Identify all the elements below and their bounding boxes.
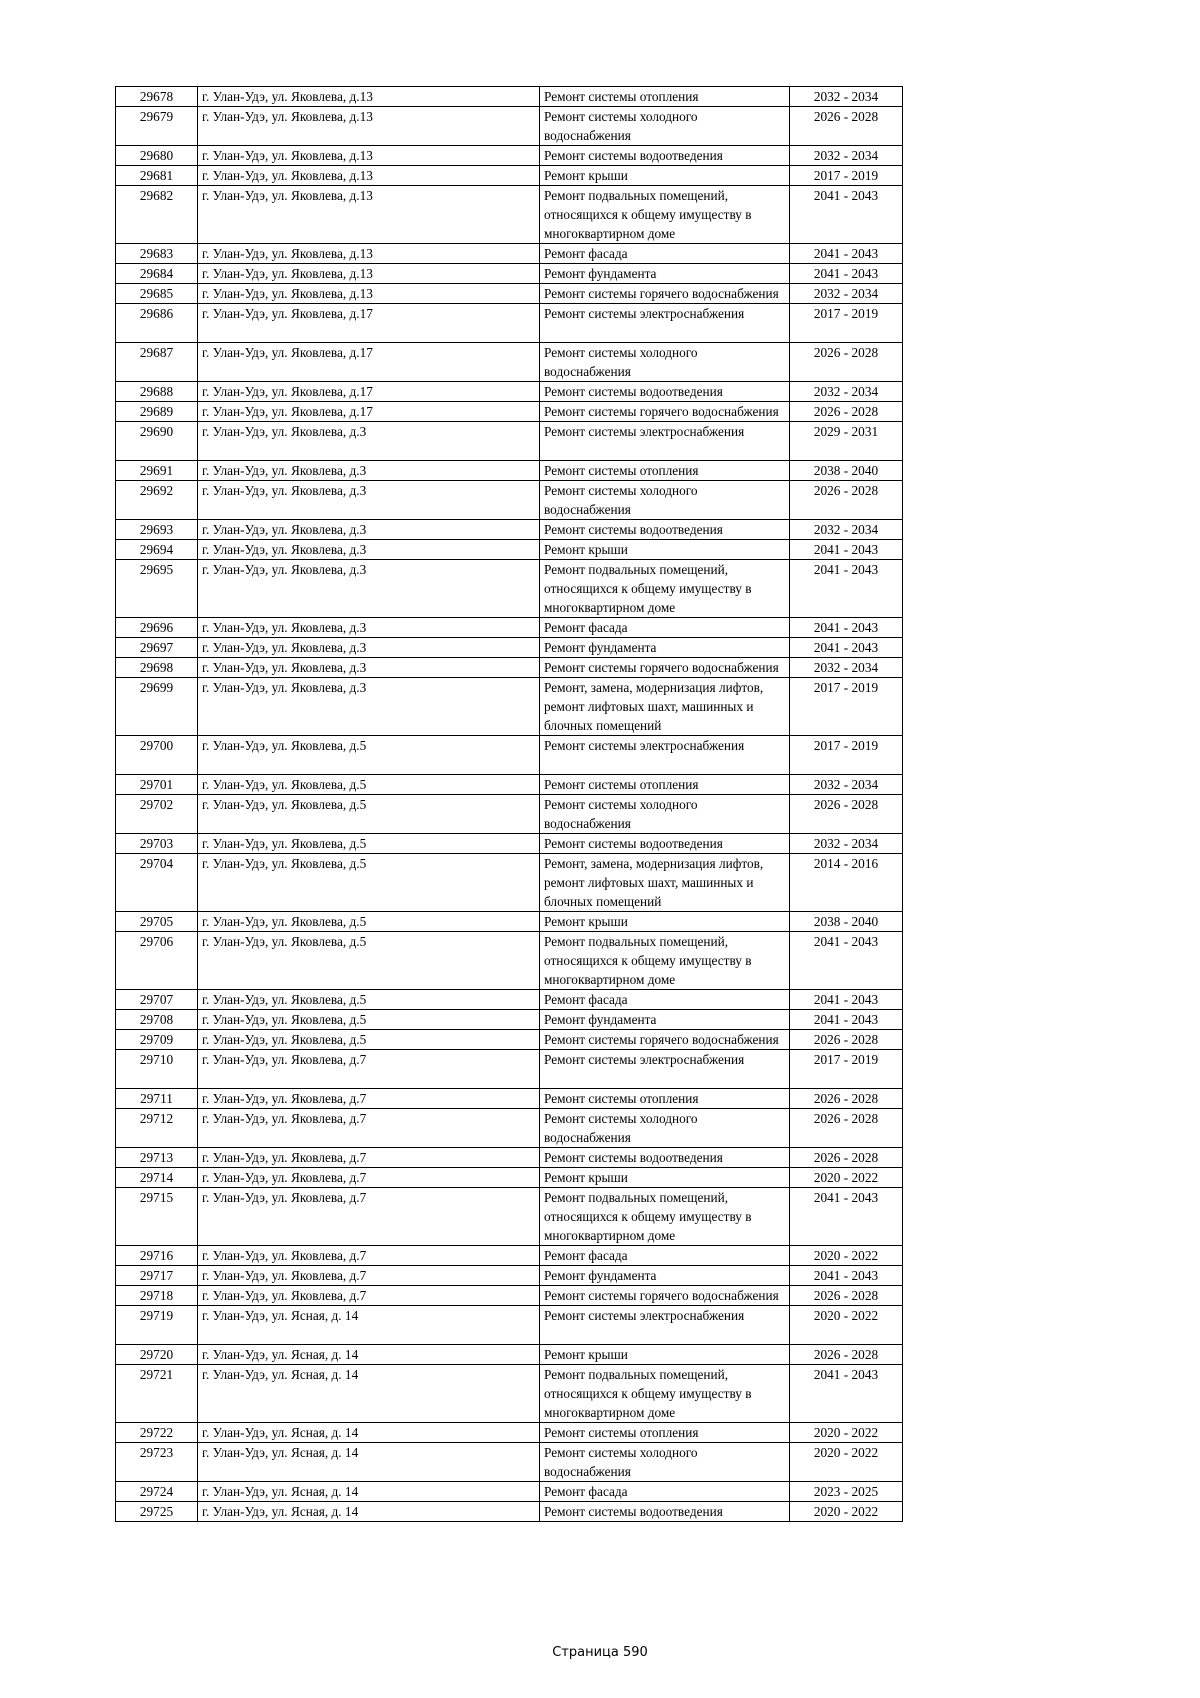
row-number-cell: 29693 [116, 520, 198, 540]
period-cell: 2026 - 2028 [790, 1286, 903, 1306]
table-row [116, 382, 903, 402]
table-body [116, 87, 903, 1522]
period-cell: 2032 - 2034 [790, 658, 903, 678]
period-cell: 2032 - 2034 [790, 775, 903, 795]
table-row [116, 1266, 903, 1286]
row-number-cell: 29709 [116, 1030, 198, 1050]
address-cell: г. Улан-Удэ, ул. Яковлева, д.13 [198, 284, 540, 304]
table-row [116, 540, 903, 560]
table-row [116, 107, 903, 146]
table-row [116, 166, 903, 186]
period-cell: 2014 - 2016 [790, 854, 903, 912]
address-cell: г. Улан-Удэ, ул. Яковлева, д.3 [198, 540, 540, 560]
row-number-cell: 29684 [116, 264, 198, 284]
address-cell: г. Улан-Удэ, ул. Ясная, д. 14 [198, 1345, 540, 1365]
address-cell: г. Улан-Удэ, ул. Ясная, д. 14 [198, 1502, 540, 1522]
work-type-cell: Ремонт системы холодного водоснабжения [540, 343, 790, 382]
work-type-cell: Ремонт системы отопления [540, 1089, 790, 1109]
table-row [116, 736, 903, 775]
work-type-cell: Ремонт системы водоотведения [540, 146, 790, 166]
period-cell: 2020 - 2022 [790, 1502, 903, 1522]
work-type-cell: Ремонт системы электроснабжения [540, 1050, 790, 1089]
row-number-cell: 29690 [116, 422, 198, 461]
address-cell: г. Улан-Удэ, ул. Яковлева, д.17 [198, 304, 540, 343]
work-type-cell: Ремонт фундамента [540, 1266, 790, 1286]
table-row [116, 1109, 903, 1148]
address-cell: г. Улан-Удэ, ул. Яковлева, д.3 [198, 618, 540, 638]
work-type-cell: Ремонт системы отопления [540, 87, 790, 107]
table-row [116, 1168, 903, 1188]
table-row [116, 560, 903, 618]
work-type-cell: Ремонт системы отопления [540, 775, 790, 795]
work-type-cell: Ремонт системы холодного водоснабжения [540, 1443, 790, 1482]
table-row [116, 1030, 903, 1050]
work-type-cell: Ремонт системы холодного водоснабжения [540, 795, 790, 834]
table-row [116, 284, 903, 304]
period-cell: 2032 - 2034 [790, 146, 903, 166]
work-type-cell: Ремонт, замена, модернизация лифтов, ремонт лифтовых шахт, машинных и блочных помещений [540, 854, 790, 912]
address-cell: г. Улан-Удэ, ул. Яковлева, д.13 [198, 244, 540, 264]
row-number-cell: 29678 [116, 87, 198, 107]
table-row [116, 618, 903, 638]
address-cell: г. Улан-Удэ, ул. Яковлева, д.7 [198, 1089, 540, 1109]
table-row [116, 1365, 903, 1423]
period-cell: 2026 - 2028 [790, 1109, 903, 1148]
table-row [116, 912, 903, 932]
period-cell: 2026 - 2028 [790, 1089, 903, 1109]
table-row [116, 146, 903, 166]
row-number-cell: 29702 [116, 795, 198, 834]
period-cell: 2026 - 2028 [790, 343, 903, 382]
table-row [116, 87, 903, 107]
work-type-cell: Ремонт подвальных помещений, относящихся к общему имуществу в многоквартирном доме [540, 1188, 790, 1246]
period-cell: 2020 - 2022 [790, 1168, 903, 1188]
table-row [116, 1089, 903, 1109]
address-cell: г. Улан-Удэ, ул. Яковлева, д.17 [198, 382, 540, 402]
row-number-cell: 29701 [116, 775, 198, 795]
period-cell: 2032 - 2034 [790, 382, 903, 402]
row-number-cell: 29720 [116, 1345, 198, 1365]
row-number-cell: 29724 [116, 1482, 198, 1502]
work-type-cell: Ремонт крыши [540, 1345, 790, 1365]
address-cell: г. Улан-Удэ, ул. Яковлева, д.5 [198, 854, 540, 912]
address-cell: г. Улан-Удэ, ул. Яковлева, д.3 [198, 678, 540, 736]
work-type-cell: Ремонт фундамента [540, 1010, 790, 1030]
row-number-cell: 29698 [116, 658, 198, 678]
table-row [116, 932, 903, 990]
table-row [116, 1482, 903, 1502]
work-type-cell: Ремонт системы горячего водоснабжения [540, 658, 790, 678]
address-cell: г. Улан-Удэ, ул. Яковлева, д.5 [198, 1030, 540, 1050]
table-row [116, 1423, 903, 1443]
address-cell: г. Улан-Удэ, ул. Яковлева, д.3 [198, 422, 540, 461]
work-type-cell: Ремонт крыши [540, 166, 790, 186]
address-cell: г. Улан-Удэ, ул. Яковлева, д.3 [198, 520, 540, 540]
table-row [116, 1443, 903, 1482]
work-type-cell: Ремонт системы электроснабжения [540, 304, 790, 343]
address-cell: г. Улан-Удэ, ул. Яковлева, д.13 [198, 107, 540, 146]
row-number-cell: 29700 [116, 736, 198, 775]
address-cell: г. Улан-Удэ, ул. Яковлева, д.3 [198, 560, 540, 618]
work-type-cell: Ремонт подвальных помещений, относящихся к общему имуществу в многоквартирном доме [540, 1365, 790, 1423]
table-row [116, 678, 903, 736]
work-type-cell: Ремонт системы водоотведения [540, 1148, 790, 1168]
period-cell: 2020 - 2022 [790, 1443, 903, 1482]
work-type-cell: Ремонт системы горячего водоснабжения [540, 1286, 790, 1306]
row-number-cell: 29706 [116, 932, 198, 990]
table-row [116, 1246, 903, 1266]
work-type-cell: Ремонт системы водоотведения [540, 520, 790, 540]
period-cell: 2017 - 2019 [790, 166, 903, 186]
address-cell: г. Улан-Удэ, ул. Яковлева, д.5 [198, 775, 540, 795]
row-number-cell: 29694 [116, 540, 198, 560]
period-cell: 2017 - 2019 [790, 1050, 903, 1089]
row-number-cell: 29714 [116, 1168, 198, 1188]
work-type-cell: Ремонт фасада [540, 990, 790, 1010]
address-cell: г. Улан-Удэ, ул. Яковлева, д.13 [198, 166, 540, 186]
table-row [116, 1050, 903, 1089]
work-type-cell: Ремонт системы электроснабжения [540, 422, 790, 461]
work-type-cell: Ремонт системы холодного водоснабжения [540, 481, 790, 520]
period-cell: 2026 - 2028 [790, 481, 903, 520]
work-type-cell: Ремонт подвальных помещений, относящихся к общему имуществу в многоквартирном доме [540, 932, 790, 990]
work-type-cell: Ремонт системы горячего водоснабжения [540, 1030, 790, 1050]
period-cell: 2020 - 2022 [790, 1306, 903, 1345]
row-number-cell: 29681 [116, 166, 198, 186]
address-cell: г. Улан-Удэ, ул. Яковлева, д.7 [198, 1109, 540, 1148]
period-cell: 2041 - 2043 [790, 638, 903, 658]
period-cell: 2017 - 2019 [790, 304, 903, 343]
address-cell: г. Улан-Удэ, ул. Яковлева, д.13 [198, 146, 540, 166]
address-cell: г. Улан-Удэ, ул. Яковлева, д.5 [198, 795, 540, 834]
row-number-cell: 29715 [116, 1188, 198, 1246]
row-number-cell: 29710 [116, 1050, 198, 1089]
row-number-cell: 29696 [116, 618, 198, 638]
table-row [116, 481, 903, 520]
row-number-cell: 29711 [116, 1089, 198, 1109]
address-cell: г. Улан-Удэ, ул. Ясная, д. 14 [198, 1423, 540, 1443]
row-number-cell: 29713 [116, 1148, 198, 1168]
address-cell: г. Улан-Удэ, ул. Яковлева, д.7 [198, 1148, 540, 1168]
table-row [116, 1010, 903, 1030]
work-type-cell: Ремонт фасада [540, 244, 790, 264]
work-type-cell: Ремонт, замена, модернизация лифтов, ремонт лифтовых шахт, машинных и блочных помещений [540, 678, 790, 736]
row-number-cell: 29691 [116, 461, 198, 481]
address-cell: г. Улан-Удэ, ул. Яковлева, д.17 [198, 402, 540, 422]
table-row [116, 461, 903, 481]
period-cell: 2041 - 2043 [790, 618, 903, 638]
table-row [116, 186, 903, 244]
repair-schedule-table [115, 86, 903, 1522]
address-cell: г. Улан-Удэ, ул. Яковлева, д.7 [198, 1286, 540, 1306]
period-cell: 2026 - 2028 [790, 1345, 903, 1365]
address-cell: г. Улан-Удэ, ул. Яковлева, д.3 [198, 481, 540, 520]
period-cell: 2032 - 2034 [790, 87, 903, 107]
work-type-cell: Ремонт фасада [540, 618, 790, 638]
row-number-cell: 29707 [116, 990, 198, 1010]
address-cell: г. Улан-Удэ, ул. Ясная, д. 14 [198, 1306, 540, 1345]
row-number-cell: 29716 [116, 1246, 198, 1266]
work-type-cell: Ремонт системы электроснабжения [540, 1306, 790, 1345]
period-cell: 2041 - 2043 [790, 540, 903, 560]
period-cell: 2041 - 2043 [790, 932, 903, 990]
address-cell: г. Улан-Удэ, ул. Ясная, д. 14 [198, 1482, 540, 1502]
table-row [116, 1188, 903, 1246]
row-number-cell: 29689 [116, 402, 198, 422]
row-number-cell: 29721 [116, 1365, 198, 1423]
row-number-cell: 29725 [116, 1502, 198, 1522]
address-cell: г. Улан-Удэ, ул. Яковлева, д.5 [198, 834, 540, 854]
address-cell: г. Улан-Удэ, ул. Яковлева, д.7 [198, 1266, 540, 1286]
table-row [116, 834, 903, 854]
table-row [116, 1306, 903, 1345]
work-type-cell: Ремонт фундамента [540, 264, 790, 284]
table-row [116, 1148, 903, 1168]
table-row [116, 402, 903, 422]
period-cell: 2041 - 2043 [790, 1266, 903, 1286]
work-type-cell: Ремонт фасада [540, 1482, 790, 1502]
period-cell: 2041 - 2043 [790, 990, 903, 1010]
period-cell: 2020 - 2022 [790, 1423, 903, 1443]
work-type-cell: Ремонт системы водоотведения [540, 382, 790, 402]
address-cell: г. Улан-Удэ, ул. Яковлева, д.7 [198, 1188, 540, 1246]
table-row [116, 658, 903, 678]
work-type-cell: Ремонт подвальных помещений, относящихся к общему имуществу в многоквартирном доме [540, 560, 790, 618]
table-row [116, 343, 903, 382]
row-number-cell: 29686 [116, 304, 198, 343]
address-cell: г. Улан-Удэ, ул. Яковлева, д.7 [198, 1168, 540, 1188]
row-number-cell: 29723 [116, 1443, 198, 1482]
address-cell: г. Улан-Удэ, ул. Яковлева, д.3 [198, 638, 540, 658]
period-cell: 2032 - 2034 [790, 834, 903, 854]
period-cell: 2017 - 2019 [790, 678, 903, 736]
address-cell: г. Улан-Удэ, ул. Яковлева, д.7 [198, 1246, 540, 1266]
row-number-cell: 29718 [116, 1286, 198, 1306]
work-type-cell: Ремонт системы водоотведения [540, 834, 790, 854]
work-type-cell: Ремонт системы холодного водоснабжения [540, 107, 790, 146]
table-row [116, 775, 903, 795]
address-cell: г. Улан-Удэ, ул. Яковлева, д.5 [198, 912, 540, 932]
table-row [116, 422, 903, 461]
row-number-cell: 29699 [116, 678, 198, 736]
period-cell: 2020 - 2022 [790, 1246, 903, 1266]
period-cell: 2032 - 2034 [790, 520, 903, 540]
address-cell: г. Улан-Удэ, ул. Яковлева, д.5 [198, 736, 540, 775]
address-cell: г. Улан-Удэ, ул. Ясная, д. 14 [198, 1365, 540, 1423]
table-row [116, 1345, 903, 1365]
row-number-cell: 29692 [116, 481, 198, 520]
address-cell: г. Улан-Удэ, ул. Яковлева, д.17 [198, 343, 540, 382]
work-type-cell: Ремонт крыши [540, 1168, 790, 1188]
period-cell: 2026 - 2028 [790, 1030, 903, 1050]
row-number-cell: 29679 [116, 107, 198, 146]
period-cell: 2041 - 2043 [790, 1010, 903, 1030]
address-cell: г. Улан-Удэ, ул. Ясная, д. 14 [198, 1443, 540, 1482]
address-cell: г. Улан-Удэ, ул. Яковлева, д.7 [198, 1050, 540, 1089]
address-cell: г. Улан-Удэ, ул. Яковлева, д.5 [198, 1010, 540, 1030]
work-type-cell: Ремонт системы водоотведения [540, 1502, 790, 1522]
period-cell: 2041 - 2043 [790, 1188, 903, 1246]
row-number-cell: 29719 [116, 1306, 198, 1345]
row-number-cell: 29688 [116, 382, 198, 402]
address-cell: г. Улан-Удэ, ул. Яковлева, д.5 [198, 932, 540, 990]
table-row [116, 990, 903, 1010]
period-cell: 2038 - 2040 [790, 461, 903, 481]
row-number-cell: 29703 [116, 834, 198, 854]
table-row [116, 264, 903, 284]
work-type-cell: Ремонт крыши [540, 540, 790, 560]
period-cell: 2041 - 2043 [790, 244, 903, 264]
row-number-cell: 29695 [116, 560, 198, 618]
page-number: Страница 590 [552, 1645, 648, 1660]
row-number-cell: 29683 [116, 244, 198, 264]
work-type-cell: Ремонт системы горячего водоснабжения [540, 402, 790, 422]
period-cell: 2038 - 2040 [790, 912, 903, 932]
table-row [116, 1286, 903, 1306]
row-number-cell: 29705 [116, 912, 198, 932]
work-type-cell: Ремонт фасада [540, 1246, 790, 1266]
row-number-cell: 29712 [116, 1109, 198, 1148]
address-cell: г. Улан-Удэ, ул. Яковлева, д.13 [198, 87, 540, 107]
row-number-cell: 29717 [116, 1266, 198, 1286]
period-cell: 2041 - 2043 [790, 264, 903, 284]
row-number-cell: 29697 [116, 638, 198, 658]
period-cell: 2041 - 2043 [790, 186, 903, 244]
period-cell: 2029 - 2031 [790, 422, 903, 461]
table-row [116, 638, 903, 658]
period-cell: 2026 - 2028 [790, 1148, 903, 1168]
work-type-cell: Ремонт подвальных помещений, относящихся к общему имуществу в многоквартирном доме [540, 186, 790, 244]
row-number-cell: 29680 [116, 146, 198, 166]
work-type-cell: Ремонт системы холодного водоснабжения [540, 1109, 790, 1148]
address-cell: г. Улан-Удэ, ул. Яковлева, д.3 [198, 461, 540, 481]
table-row [116, 854, 903, 912]
table-row [116, 795, 903, 834]
period-cell: 2026 - 2028 [790, 795, 903, 834]
table-row [116, 520, 903, 540]
work-type-cell: Ремонт системы электроснабжения [540, 736, 790, 775]
period-cell: 2023 - 2025 [790, 1482, 903, 1502]
period-cell: 2017 - 2019 [790, 736, 903, 775]
address-cell: г. Улан-Удэ, ул. Яковлева, д.3 [198, 658, 540, 678]
row-number-cell: 29722 [116, 1423, 198, 1443]
row-number-cell: 29687 [116, 343, 198, 382]
address-cell: г. Улан-Удэ, ул. Яковлева, д.13 [198, 264, 540, 284]
work-type-cell: Ремонт фундамента [540, 638, 790, 658]
period-cell: 2041 - 2043 [790, 1365, 903, 1423]
address-cell: г. Улан-Удэ, ул. Яковлева, д.5 [198, 990, 540, 1010]
row-number-cell: 29704 [116, 854, 198, 912]
period-cell: 2026 - 2028 [790, 107, 903, 146]
table-row [116, 244, 903, 264]
address-cell: г. Улан-Удэ, ул. Яковлева, д.13 [198, 186, 540, 244]
table-row [116, 304, 903, 343]
period-cell: 2041 - 2043 [790, 560, 903, 618]
period-cell: 2026 - 2028 [790, 402, 903, 422]
table-row [116, 1502, 903, 1522]
row-number-cell: 29685 [116, 284, 198, 304]
row-number-cell: 29708 [116, 1010, 198, 1030]
period-cell: 2032 - 2034 [790, 284, 903, 304]
work-type-cell: Ремонт системы горячего водоснабжения [540, 284, 790, 304]
work-type-cell: Ремонт крыши [540, 912, 790, 932]
work-type-cell: Ремонт системы отопления [540, 461, 790, 481]
row-number-cell: 29682 [116, 186, 198, 244]
work-type-cell: Ремонт системы отопления [540, 1423, 790, 1443]
